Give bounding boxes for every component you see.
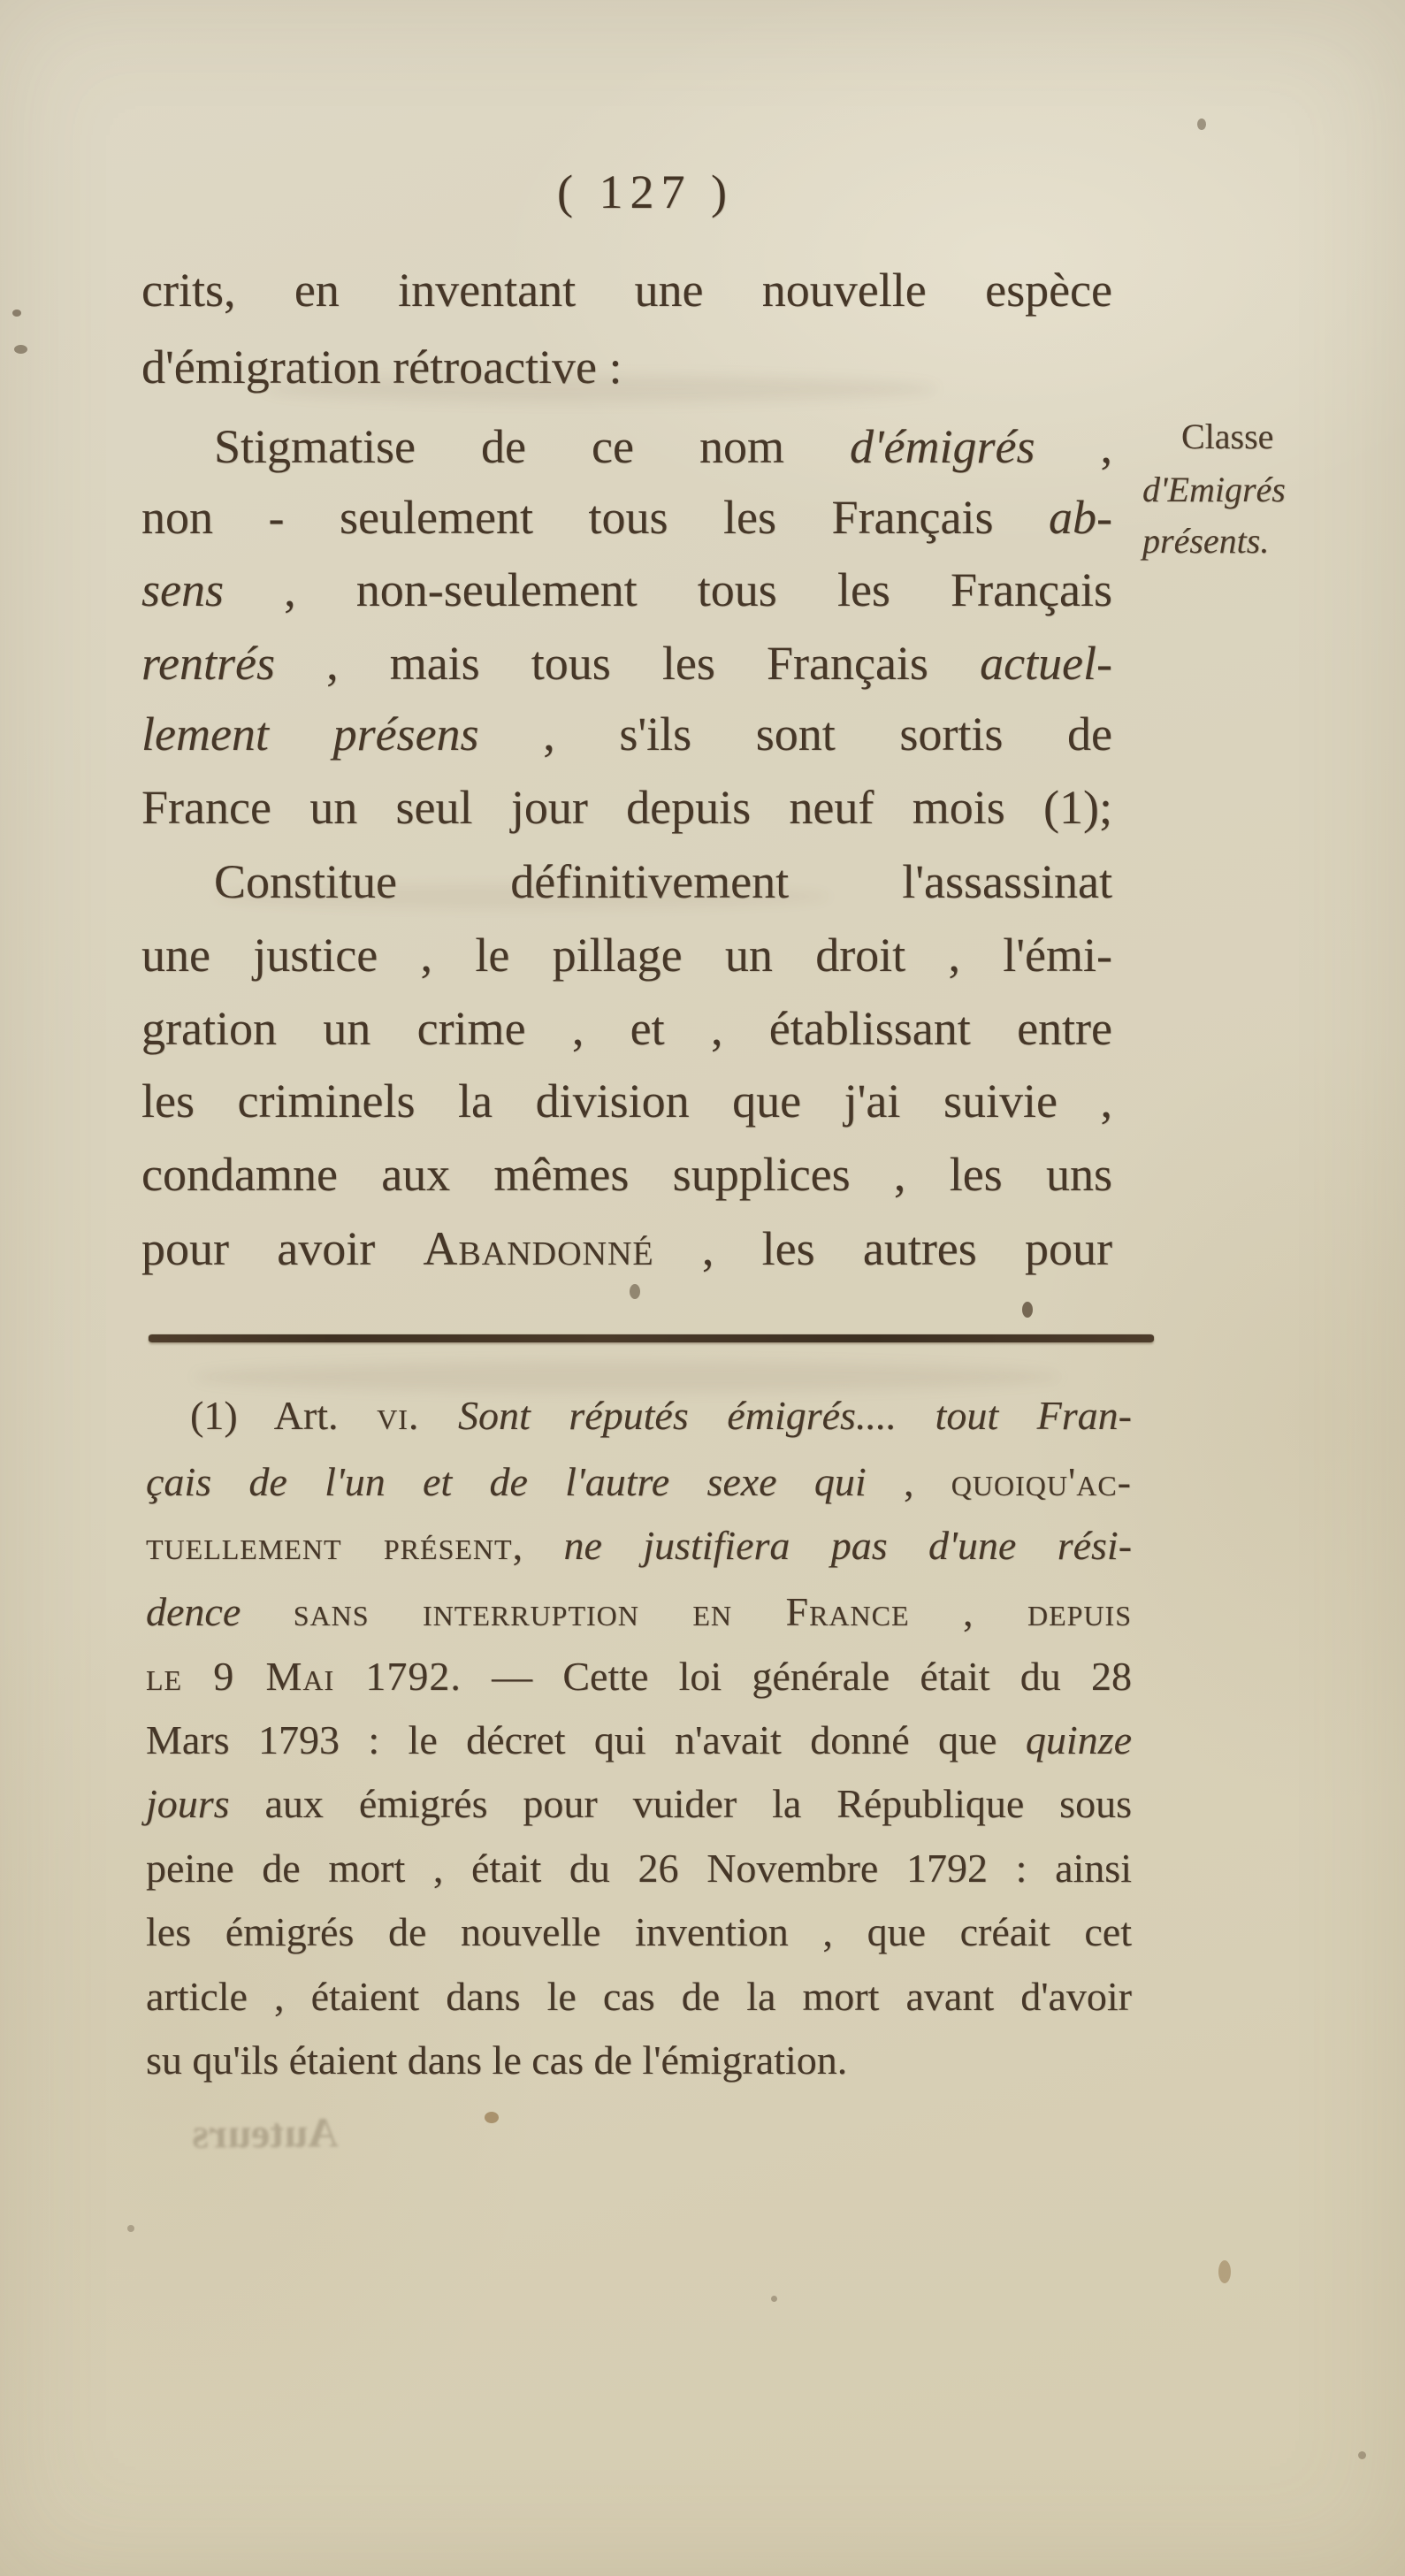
text-segment: jours [146,1781,230,1826]
footnote-line [146,1976,1132,2017]
text-segment: vi. [377,1393,420,1438]
footnote-line [146,2037,1132,2083]
margin-note-line [1142,419,1355,455]
footnote-line [146,1589,1132,1634]
ink-show-through-smudge [212,884,831,909]
main-text-line [141,420,1112,473]
page-number: ( 127 ) [557,165,734,218]
text-segment: non - seulement tous les Français [141,491,1050,544]
text-segment: actuel- [980,637,1112,690]
paper-speck [1218,2260,1231,2283]
text-segment: ab- [1049,491,1112,544]
text-segment: tuellement présent [146,1523,513,1568]
text-segment: sens [141,563,224,616]
text-segment: , [866,1459,951,1504]
text-segment: Abandonné [423,1222,654,1275]
text-segment: une justice , le pillage un droit , l'émi- [141,929,1112,982]
footnote-line [146,1395,1132,1436]
main-text-line [141,1148,1112,1201]
text-segment: les criminels la division que j'ai suivie , [141,1074,1112,1127]
main-text-line [141,1002,1112,1055]
text-segment: d'Emigrés [1142,470,1286,509]
footnote-line [146,1848,1132,1889]
text-segment: (1) Art. [190,1393,378,1438]
paper-speck [771,2296,777,2302]
text-segment: çais de l'un et de l'autre sexe qui [146,1459,867,1504]
text-segment: — Cette loi générale était du 28 [461,1654,1133,1699]
text-segment: d'émigrés [849,420,1035,473]
main-text-line [141,563,1112,616]
text-segment: Classe [1181,417,1274,456]
paper-speck [14,345,27,354]
text-segment: dence [146,1589,294,1634]
footnote-line [146,1525,1132,1566]
footnote-line [146,1459,1132,1504]
main-text-line [141,929,1112,982]
paper-speck [1022,1302,1033,1318]
text-segment: aux émigrés pour vuider la République sous [229,1781,1132,1826]
text-segment: sans interruption en France , depuis [293,1589,1132,1634]
paper-speck [1358,2451,1366,2459]
show-through-ghost-text: Auteurs [192,2109,339,2158]
text-segment: , mais tous les Français [274,637,981,690]
margin-note-line [1142,472,1355,508]
text-segment: , [512,1523,564,1568]
footnote-line [146,1717,1132,1762]
paper-speck [12,310,21,317]
main-text-line [141,637,1112,690]
text-segment: , non-seulement tous les Français [224,563,1112,616]
text-segment: pour avoir [141,1222,424,1275]
text-segment: gration un crime , et , établissant entre [141,1002,1112,1055]
text-segment: lement présens [141,707,479,761]
footnote-line [146,1909,1132,1954]
main-text-line [141,264,1112,317]
paper-speck [630,1284,640,1299]
text-segment: su qu'ils étaient dans le cas de l'émigration. [146,2037,848,2083]
text-segment: quinze [1025,1717,1132,1762]
footnote-line [146,1781,1132,1826]
text-segment: quoiqu'ac- [951,1459,1132,1504]
text-segment: , [1035,420,1112,473]
text-segment: France un seul jour depuis neuf mois (1); [141,781,1112,834]
text-segment: Sont réputés émigrés.... tout Fran- [419,1393,1132,1438]
text-segment: les émigrés de nouvelle invention , que créait cet [146,1909,1132,1954]
paper-speck [1197,118,1206,130]
text-segment: d'émigration rétroactive : [141,340,622,394]
text-segment: Stigmatise de ce nom [214,420,850,473]
main-text-line [141,1222,1113,1275]
main-text-line [141,1074,1112,1127]
text-segment: rentrés [141,637,275,690]
footnote-line [146,1656,1132,1697]
text-segment: crits, en inventant une nouvelle espèce [141,264,1112,317]
text-segment: Mars 1793 : le décret qui n'avait donné que [146,1717,1026,1762]
footnote-separator-rule [149,1334,1154,1342]
ink-show-through-smudge [265,376,937,402]
text-segment: présents. [1142,521,1270,561]
text-segment: Constitue définitivement l'assassinat [214,855,1112,908]
margin-note-line [1142,521,1355,561]
ink-show-through-smudge [195,1362,1061,1392]
text-segment: article , étaient dans le cas de la mort avant d'avoir [146,1974,1132,2019]
text-segment: , les autres pour [653,1222,1113,1275]
text-segment: peine de mort , était du 26 Novembre 1792 : ainsi [146,1846,1132,1891]
text-segment: ne justifiera pas d'une rési- [563,1523,1133,1568]
paper-speck [485,2112,499,2123]
main-text-line [141,491,1112,544]
text-segment: condamne aux mêmes supplices , les uns [141,1148,1112,1201]
paper-speck [127,2225,134,2232]
main-text-line [141,707,1112,761]
main-text-line [141,781,1112,834]
text-segment: , s'ils sont sortis de [478,707,1112,761]
text-segment: le 9 Mai 1792. [146,1654,462,1699]
